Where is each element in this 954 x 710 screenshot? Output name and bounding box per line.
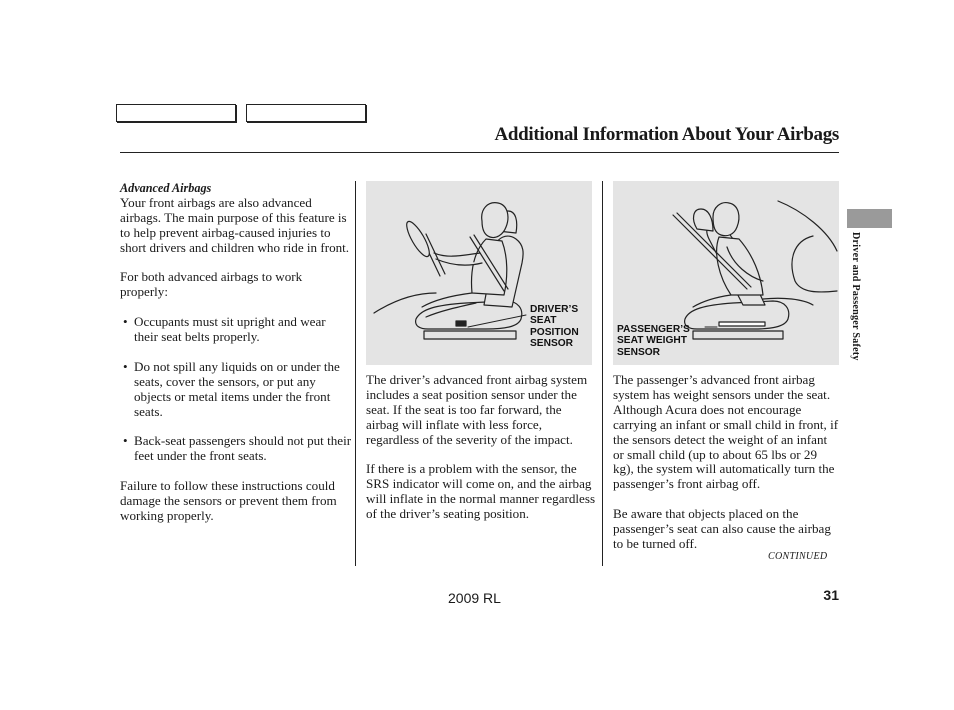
side-section-tab	[847, 209, 892, 228]
header-rule	[120, 152, 839, 153]
list-item	[120, 360, 352, 420]
header-tab-box-2	[246, 104, 366, 122]
side-section-label-text: Driver and Passenger Safety	[850, 232, 861, 361]
page-title: Additional Information About Your Airbags	[494, 124, 839, 145]
column-2	[366, 373, 596, 537]
bullet-icon: •	[123, 314, 128, 330]
list-item-text: Do not spill any liquids on or under the seats, cover the sensors, or put any objects or metal items under the front seats.	[134, 358, 340, 419]
footer-model: 2009 RL	[448, 590, 501, 606]
driver-sensor-paragraph-2: If there is a problem with the sensor, the SRS indicator will come on, and the airbag will inflate in the normal manner regardless of the driver’s seating position.	[366, 461, 596, 522]
list-item	[120, 434, 352, 464]
column-divider-1	[355, 181, 356, 566]
side-section-label	[843, 232, 865, 392]
bullet-icon: •	[123, 358, 128, 374]
continued-label: CONTINUED	[768, 551, 828, 562]
list-item-text: Occupants must sit upright and wear their seat belts properly.	[134, 314, 326, 345]
passenger-sensor-paragraph-1: The passenger’s advanced front airbag system has weight sensors under the seat. Although Acura does not encourage carrying an infant or small child in front, if the sensors detect the weight of an infant or small child (up to about 65 lbs or 29 kg), the system will automatically turn the passenger’s front airbag off.	[613, 372, 839, 492]
page-number: 31	[823, 587, 839, 603]
lead-paragraph: For both advanced airbags to work properly:	[120, 269, 303, 300]
column-3	[613, 373, 841, 567]
driver-seat-sensor-label: DRIVER’S SEAT POSITION SENSOR	[530, 304, 579, 350]
section-heading: Advanced Airbags	[120, 181, 212, 195]
passenger-sensor-paragraph-2: Be aware that objects placed on the passenger’s seat can also cause the airbag to be turned off.	[613, 506, 831, 551]
passenger-seat-sensor-label: PASSENGER’S SEAT WEIGHT SENSOR	[617, 324, 690, 358]
bullet-icon: •	[123, 433, 128, 449]
warning-paragraph: Failure to follow these instructions could damage the sensors or prevent them from working properly.	[120, 478, 337, 523]
driver-seat-figure	[366, 181, 592, 365]
list-item-text: Back-seat passengers should not put their feet under the front seats.	[134, 433, 352, 464]
passenger-seat-figure	[613, 181, 839, 365]
column-1	[120, 181, 352, 539]
intro-paragraph: Your front airbags are also advanced airbags. The main purpose of this feature is to help prevent airbag-caused injuries to short drivers and children who ride in front.	[120, 194, 350, 255]
column-divider-2	[602, 181, 603, 566]
list-item	[120, 315, 352, 345]
header-tab-box-1	[116, 104, 236, 122]
driver-sensor-paragraph-1: The driver’s advanced front airbag system includes a seat position sensor under the seat. If the seat is too far forward, the airbag will inflate with less force, regardless of the severity of the impact.	[366, 372, 588, 447]
